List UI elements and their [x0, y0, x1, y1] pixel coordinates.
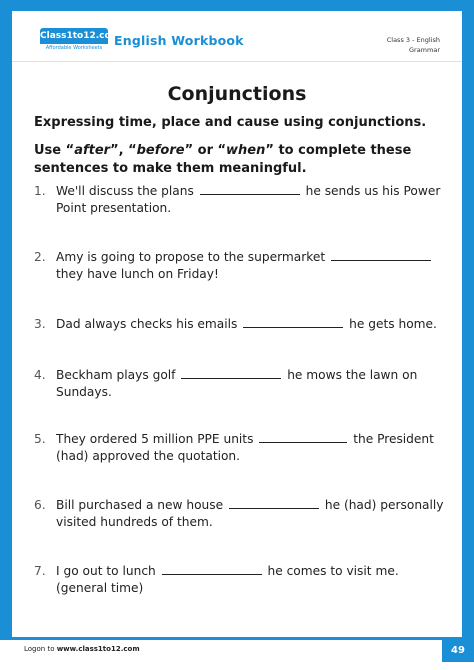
question-number: 5.	[34, 432, 46, 446]
instruction-text: ” or “	[184, 143, 227, 158]
subject-line: Grammar	[408, 46, 440, 54]
footer-link[interactable]: www.class1to12.com	[56, 645, 140, 653]
question-text-before: Dad always checks his emails	[56, 317, 238, 331]
class-line: Class 3 - English	[386, 36, 440, 44]
logo-text: Class1to12.com	[40, 28, 108, 44]
question-text-before: Beckham plays golf	[56, 368, 176, 382]
question-number: 7.	[34, 564, 46, 578]
question-text-before: They ordered 5 million PPE units	[56, 432, 254, 446]
answer-blank[interactable]	[259, 434, 347, 443]
question-number: 2.	[34, 250, 46, 264]
answer-blank[interactable]	[162, 566, 262, 575]
instruction-word-before: before	[136, 143, 185, 158]
answer-blank[interactable]	[243, 319, 343, 328]
question-number: 4.	[34, 368, 46, 382]
question-text-after: he sends us his Power Point presentation.	[56, 184, 441, 215]
class-info	[387, 35, 440, 55]
answer-blank[interactable]	[229, 500, 319, 509]
instruction-text: ”, “	[110, 143, 137, 158]
instruction-word-when: when	[226, 143, 266, 158]
instruction	[34, 142, 434, 178]
question-text-after: he gets home.	[349, 317, 437, 331]
workbook-title: English Workbook	[114, 33, 244, 48]
logo-tagline: Affordable Worksheets	[45, 45, 103, 51]
header-divider	[12, 61, 462, 62]
question-text-after: he comes to visit me. (general time)	[56, 564, 399, 595]
question-text-after: the President (had) approved the quotation.	[56, 432, 434, 463]
question-text-after: he mows the lawn on Sundays.	[56, 368, 418, 399]
question-text-before: Amy is going to propose to the supermarket	[56, 250, 326, 264]
footer	[0, 640, 474, 670]
question-text-before: I go out to lunch	[56, 564, 156, 578]
question-number: 6.	[34, 498, 46, 512]
page-number: 49	[442, 640, 474, 662]
question-text-after: they have lunch on Friday!	[56, 267, 219, 281]
instruction-text: Use “	[34, 143, 75, 158]
question-number: 1.	[34, 184, 46, 198]
header	[12, 11, 462, 57]
answer-blank[interactable]	[200, 186, 300, 195]
instruction-text: ” to complete these sentences to make them meaningful.	[34, 143, 412, 176]
question-number: 3.	[34, 317, 46, 331]
page-title: Conjunctions	[167, 83, 307, 105]
question-text-after: he (had) personally visited hundreds of them.	[56, 498, 444, 529]
answer-blank[interactable]	[181, 370, 281, 379]
subtitle: Expressing time, place and cause using conjunctions.	[34, 115, 427, 130]
answer-blank[interactable]	[331, 252, 431, 261]
question-text-before: We'll discuss the plans	[56, 184, 194, 198]
instruction-word-after: after	[74, 143, 111, 158]
footer-prefix: Logon to	[24, 645, 55, 653]
worksheet-sheet	[12, 11, 462, 637]
footer-text	[24, 645, 140, 653]
logo	[40, 28, 121, 54]
question-text-before: Bill purchased a new house	[56, 498, 224, 512]
